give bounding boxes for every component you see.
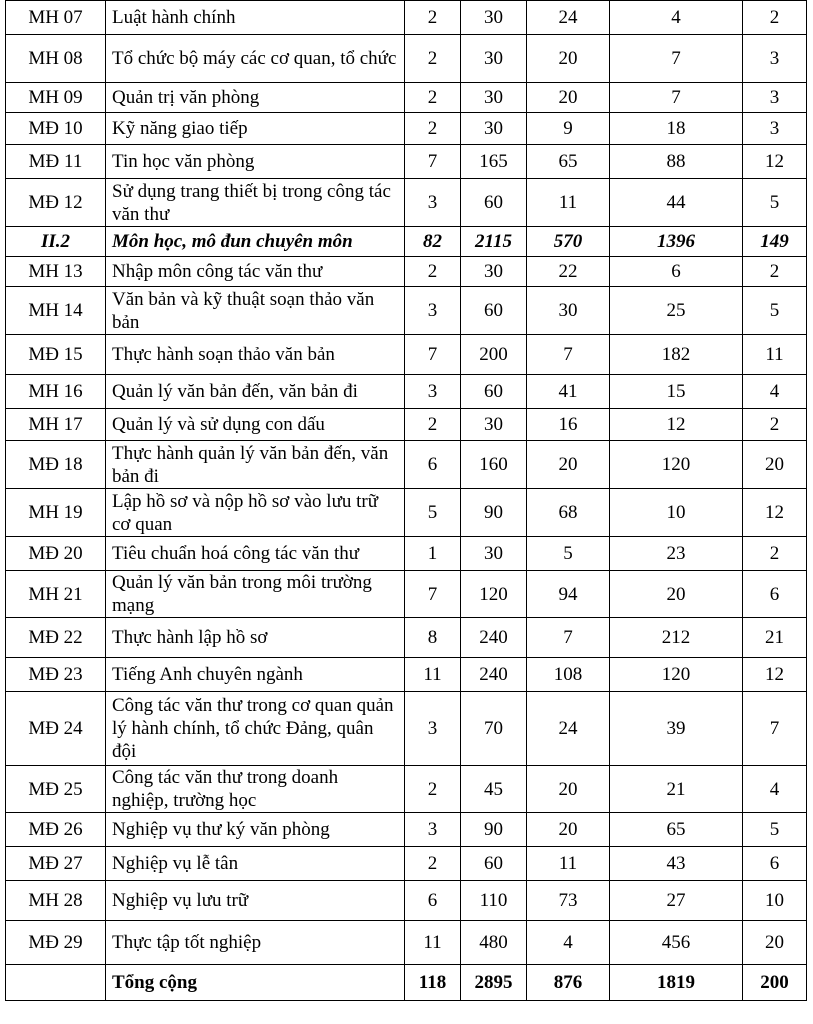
- credits-cell: 5: [405, 489, 461, 537]
- theory-hours-cell: 9: [527, 113, 610, 145]
- course-name: Công tác văn thư trong doanh nghiệp, trường học: [106, 766, 405, 813]
- course-name: Quản trị văn phòng: [106, 83, 405, 113]
- practice-hours-cell: 1396: [610, 227, 743, 257]
- course-code: MH 13: [6, 257, 106, 287]
- theory-hours-cell: 20: [527, 441, 610, 489]
- exam-hours-cell: 2: [743, 409, 807, 441]
- table-row: [6, 692, 807, 766]
- course-code: [6, 965, 106, 1001]
- theory-hours-cell: 73: [527, 881, 610, 921]
- table-body: [6, 1, 807, 1001]
- course-name: Kỹ năng giao tiếp: [106, 113, 405, 145]
- exam-hours-cell: 20: [743, 921, 807, 965]
- theory-hours-cell: 68: [527, 489, 610, 537]
- course-name: Tổng cộng: [106, 965, 405, 1001]
- course-name: Sử dụng trang thiết bị trong công tác văn thư: [106, 179, 405, 227]
- course-code: MH 09: [6, 83, 106, 113]
- theory-hours-cell: 7: [527, 335, 610, 375]
- table-row: [6, 921, 807, 965]
- total-hours-cell: 200: [461, 335, 527, 375]
- table-row: [6, 287, 807, 335]
- theory-hours-cell: 24: [527, 1, 610, 35]
- practice-hours-cell: 456: [610, 921, 743, 965]
- theory-hours-cell: 16: [527, 409, 610, 441]
- table-row: [6, 489, 807, 537]
- exam-hours-cell: 12: [743, 145, 807, 179]
- course-code: MĐ 12: [6, 179, 106, 227]
- credits-cell: 3: [405, 813, 461, 847]
- credits-cell: 2: [405, 83, 461, 113]
- theory-hours-cell: 876: [527, 965, 610, 1001]
- credits-cell: 8: [405, 618, 461, 658]
- course-code: MĐ 25: [6, 766, 106, 813]
- exam-hours-cell: 5: [743, 287, 807, 335]
- table-row: [6, 618, 807, 658]
- credits-cell: 1: [405, 537, 461, 571]
- theory-hours-cell: 4: [527, 921, 610, 965]
- table-row: [6, 658, 807, 692]
- course-name: Luật hành chính: [106, 1, 405, 35]
- credits-cell: 7: [405, 145, 461, 179]
- credits-cell: 2: [405, 409, 461, 441]
- course-name: Tiếng Anh chuyên ngành: [106, 658, 405, 692]
- total-row: [6, 965, 807, 1001]
- practice-hours-cell: 20: [610, 571, 743, 618]
- theory-hours-cell: 24: [527, 692, 610, 766]
- course-code: MH 21: [6, 571, 106, 618]
- total-hours-cell: 30: [461, 113, 527, 145]
- table-row: [6, 179, 807, 227]
- theory-hours-cell: 65: [527, 145, 610, 179]
- credits-cell: 11: [405, 921, 461, 965]
- practice-hours-cell: 12: [610, 409, 743, 441]
- theory-hours-cell: 20: [527, 813, 610, 847]
- total-hours-cell: 240: [461, 658, 527, 692]
- course-name: Quản lý và sử dụng con dấu: [106, 409, 405, 441]
- practice-hours-cell: 25: [610, 287, 743, 335]
- course-name: Công tác văn thư trong cơ quan quản lý hành chính, tổ chức Đảng, quân đội: [106, 692, 405, 766]
- course-name: Nghiệp vụ lưu trữ: [106, 881, 405, 921]
- practice-hours-cell: 39: [610, 692, 743, 766]
- total-hours-cell: 30: [461, 1, 527, 35]
- table-row: [6, 145, 807, 179]
- total-hours-cell: 70: [461, 692, 527, 766]
- practice-hours-cell: 65: [610, 813, 743, 847]
- theory-hours-cell: 20: [527, 83, 610, 113]
- total-hours-cell: 2115: [461, 227, 527, 257]
- practice-hours-cell: 4: [610, 1, 743, 35]
- total-hours-cell: 30: [461, 257, 527, 287]
- practice-hours-cell: 120: [610, 441, 743, 489]
- credits-cell: 11: [405, 658, 461, 692]
- exam-hours-cell: 3: [743, 113, 807, 145]
- theory-hours-cell: 5: [527, 537, 610, 571]
- exam-hours-cell: 2: [743, 537, 807, 571]
- table-row: [6, 335, 807, 375]
- course-name: Thực tập tốt nghiệp: [106, 921, 405, 965]
- total-hours-cell: 165: [461, 145, 527, 179]
- credits-cell: 82: [405, 227, 461, 257]
- total-hours-cell: 90: [461, 489, 527, 537]
- course-name: Lập hồ sơ và nộp hồ sơ vào lưu trữ cơ quan: [106, 489, 405, 537]
- total-hours-cell: 60: [461, 287, 527, 335]
- total-hours-cell: 480: [461, 921, 527, 965]
- curriculum-table: [5, 0, 807, 1001]
- theory-hours-cell: 20: [527, 766, 610, 813]
- practice-hours-cell: 44: [610, 179, 743, 227]
- credits-cell: 3: [405, 179, 461, 227]
- credits-cell: 2: [405, 766, 461, 813]
- theory-hours-cell: 7: [527, 618, 610, 658]
- table-row: [6, 1, 807, 35]
- credits-cell: 3: [405, 287, 461, 335]
- total-hours-cell: 60: [461, 375, 527, 409]
- practice-hours-cell: 27: [610, 881, 743, 921]
- theory-hours-cell: 41: [527, 375, 610, 409]
- total-hours-cell: 30: [461, 409, 527, 441]
- total-hours-cell: 60: [461, 179, 527, 227]
- practice-hours-cell: 23: [610, 537, 743, 571]
- course-name: Văn bản và kỹ thuật soạn thảo văn bản: [106, 287, 405, 335]
- practice-hours-cell: 21: [610, 766, 743, 813]
- course-name: Môn học, mô đun chuyên môn: [106, 227, 405, 257]
- course-name: Tiêu chuẩn hoá công tác văn thư: [106, 537, 405, 571]
- exam-hours-cell: 11: [743, 335, 807, 375]
- theory-hours-cell: 20: [527, 35, 610, 83]
- course-code: MĐ 18: [6, 441, 106, 489]
- theory-hours-cell: 11: [527, 847, 610, 881]
- credits-cell: 3: [405, 692, 461, 766]
- table-row: [6, 571, 807, 618]
- table-row: [6, 257, 807, 287]
- credits-cell: 2: [405, 847, 461, 881]
- theory-hours-cell: 570: [527, 227, 610, 257]
- practice-hours-cell: 88: [610, 145, 743, 179]
- total-hours-cell: 60: [461, 847, 527, 881]
- table-row: [6, 113, 807, 145]
- credits-cell: 7: [405, 571, 461, 618]
- exam-hours-cell: 149: [743, 227, 807, 257]
- course-code: MH 16: [6, 375, 106, 409]
- table-row: [6, 537, 807, 571]
- practice-hours-cell: 18: [610, 113, 743, 145]
- course-code: MH 19: [6, 489, 106, 537]
- table-row: [6, 409, 807, 441]
- course-name: Thực hành lập hồ sơ: [106, 618, 405, 658]
- credits-cell: 3: [405, 375, 461, 409]
- course-code: MH 07: [6, 1, 106, 35]
- course-name: Thực hành quản lý văn bản đến, văn bản đi: [106, 441, 405, 489]
- exam-hours-cell: 5: [743, 179, 807, 227]
- total-hours-cell: 160: [461, 441, 527, 489]
- exam-hours-cell: 7: [743, 692, 807, 766]
- exam-hours-cell: 6: [743, 847, 807, 881]
- exam-hours-cell: 12: [743, 489, 807, 537]
- credits-cell: 2: [405, 35, 461, 83]
- practice-hours-cell: 212: [610, 618, 743, 658]
- credits-cell: 7: [405, 335, 461, 375]
- course-code: MĐ 27: [6, 847, 106, 881]
- practice-hours-cell: 182: [610, 335, 743, 375]
- exam-hours-cell: 6: [743, 571, 807, 618]
- total-hours-cell: 30: [461, 83, 527, 113]
- exam-hours-cell: 200: [743, 965, 807, 1001]
- practice-hours-cell: 43: [610, 847, 743, 881]
- exam-hours-cell: 4: [743, 766, 807, 813]
- total-hours-cell: 240: [461, 618, 527, 658]
- theory-hours-cell: 22: [527, 257, 610, 287]
- table-row: [6, 847, 807, 881]
- course-code: MH 14: [6, 287, 106, 335]
- theory-hours-cell: 30: [527, 287, 610, 335]
- course-code: MĐ 23: [6, 658, 106, 692]
- course-code: MH 17: [6, 409, 106, 441]
- total-hours-cell: 90: [461, 813, 527, 847]
- course-code: MĐ 24: [6, 692, 106, 766]
- course-code: MĐ 26: [6, 813, 106, 847]
- exam-hours-cell: 21: [743, 618, 807, 658]
- course-code: MĐ 22: [6, 618, 106, 658]
- course-name: Nghiệp vụ lễ tân: [106, 847, 405, 881]
- course-name: Tin học văn phòng: [106, 145, 405, 179]
- exam-hours-cell: 5: [743, 813, 807, 847]
- course-code: II.2: [6, 227, 106, 257]
- total-hours-cell: 45: [461, 766, 527, 813]
- exam-hours-cell: 2: [743, 257, 807, 287]
- total-hours-cell: 30: [461, 35, 527, 83]
- group-row: [6, 227, 807, 257]
- exam-hours-cell: 3: [743, 83, 807, 113]
- total-hours-cell: 30: [461, 537, 527, 571]
- table-row: [6, 375, 807, 409]
- exam-hours-cell: 3: [743, 35, 807, 83]
- exam-hours-cell: 2: [743, 1, 807, 35]
- total-hours-cell: 120: [461, 571, 527, 618]
- credits-cell: 118: [405, 965, 461, 1001]
- table-row: [6, 813, 807, 847]
- course-code: MĐ 15: [6, 335, 106, 375]
- theory-hours-cell: 94: [527, 571, 610, 618]
- theory-hours-cell: 11: [527, 179, 610, 227]
- course-code: MĐ 29: [6, 921, 106, 965]
- credits-cell: 2: [405, 1, 461, 35]
- course-name: Quản lý văn bản trong môi trường mạng: [106, 571, 405, 618]
- table-row: [6, 35, 807, 83]
- exam-hours-cell: 20: [743, 441, 807, 489]
- table-row: [6, 441, 807, 489]
- course-code: MH 28: [6, 881, 106, 921]
- practice-hours-cell: 7: [610, 35, 743, 83]
- course-code: MĐ 11: [6, 145, 106, 179]
- practice-hours-cell: 6: [610, 257, 743, 287]
- credits-cell: 6: [405, 441, 461, 489]
- practice-hours-cell: 1819: [610, 965, 743, 1001]
- course-name: Tổ chức bộ máy các cơ quan, tổ chức: [106, 35, 405, 83]
- course-name: Nghiệp vụ thư ký văn phòng: [106, 813, 405, 847]
- practice-hours-cell: 7: [610, 83, 743, 113]
- practice-hours-cell: 15: [610, 375, 743, 409]
- course-name: Quản lý văn bản đến, văn bản đi: [106, 375, 405, 409]
- course-code: MĐ 20: [6, 537, 106, 571]
- credits-cell: 2: [405, 257, 461, 287]
- total-hours-cell: 2895: [461, 965, 527, 1001]
- course-code: MĐ 10: [6, 113, 106, 145]
- credits-cell: 2: [405, 113, 461, 145]
- total-hours-cell: 110: [461, 881, 527, 921]
- theory-hours-cell: 108: [527, 658, 610, 692]
- credits-cell: 6: [405, 881, 461, 921]
- exam-hours-cell: 10: [743, 881, 807, 921]
- table-row: [6, 766, 807, 813]
- exam-hours-cell: 4: [743, 375, 807, 409]
- course-code: MH 08: [6, 35, 106, 83]
- table-row: [6, 83, 807, 113]
- exam-hours-cell: 12: [743, 658, 807, 692]
- table-row: [6, 881, 807, 921]
- course-name: Nhập môn công tác văn thư: [106, 257, 405, 287]
- course-name: Thực hành soạn thảo văn bản: [106, 335, 405, 375]
- practice-hours-cell: 120: [610, 658, 743, 692]
- practice-hours-cell: 10: [610, 489, 743, 537]
